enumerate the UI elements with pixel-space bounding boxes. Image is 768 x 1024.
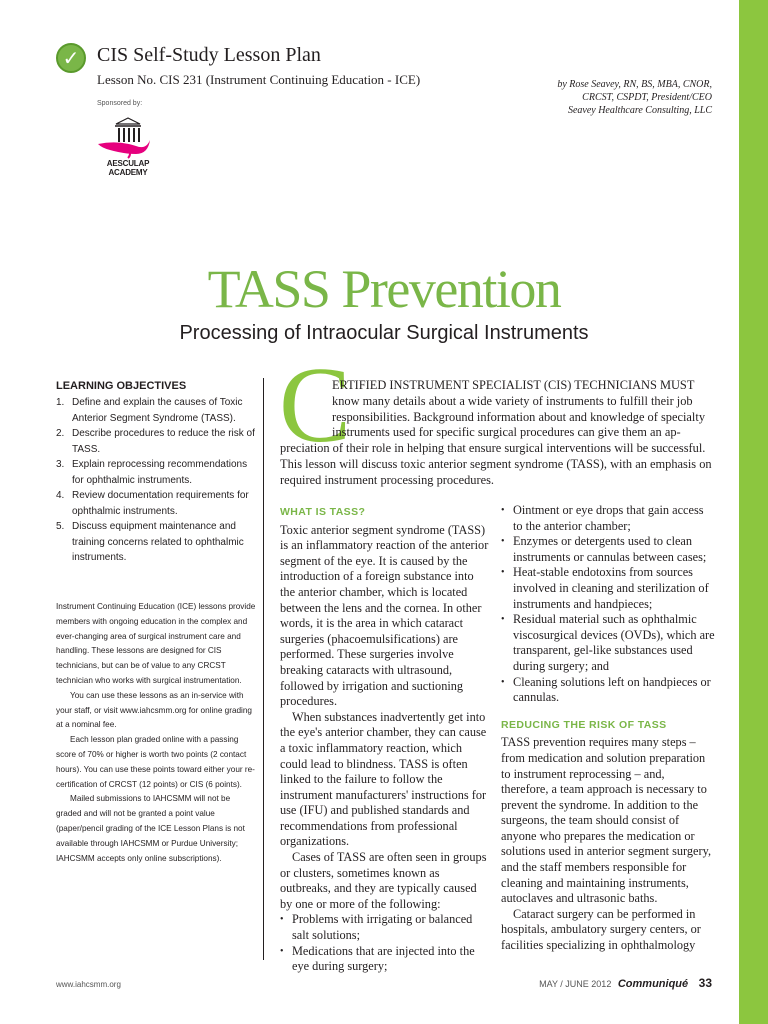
ice-paragraph: Mailed submissions to IAHCSMM will not be graded and will not be granted a point value (paper/pencil grading of the ICE Lesson Plans is not available through IAHCSMM or Purdue University; IAHCSMM accepts only online subscriptions).	[56, 794, 245, 863]
objective-item: 3. Explain reprocessing recommendations for ophthalmic instruments.	[56, 459, 248, 486]
side-accent-bar	[739, 0, 768, 1024]
series-title: CIS Self-Study Lesson Plan	[97, 44, 321, 66]
sponsor-label: Sponsored by:	[97, 100, 143, 107]
ice-paragraph: Instrument Continuing Education (ICE) lessons provide members with ongoing education in the complex and ever-changing area of surgical instrument care and handling. These lessons are designed for CIS technicians, but can be of value to any CRCST technician who works with surgical instrumentation.	[56, 602, 256, 685]
body-paragraph: Cases of TASS are often seen in groups or clusters, sometimes known as outbreaks, and they are typically caused by one or more of the following:	[280, 850, 487, 911]
objective-item: 2. Describe procedures to reduce the risk of TASS.	[56, 428, 255, 455]
body-paragraph: When substances inadvertently get into the eye's anterior chamber, they can cause a toxic inflammatory reaction, which could lead to blindness. TASS is often linked to the failure to follow the instrument manufacturers' instructions for use (IFU) and published standards and recommendations from professional organizations.	[280, 709, 487, 849]
lesson-number: Lesson No. CIS 231 (Instrument Continuing Education - ICE)	[97, 72, 421, 87]
list-item: • Problems with irrigating or balanced salt solutions;	[280, 912, 473, 943]
body-column-middle	[280, 503, 490, 975]
ice-info-box	[56, 600, 256, 866]
drop-cap: C	[279, 346, 352, 465]
objective-item: 4. Review documentation requirements for ophthalmic instruments.	[56, 490, 249, 517]
aesculap-temple-logo-icon	[88, 110, 168, 190]
list-item: • Heat-stable endotoxins from sources involved in cleaning and sterilization of instruments and handpieces;	[501, 565, 709, 611]
list-item: • Residual material such as ophthalmic viscosurgical devices (OVDs), which are transparent, gel-like substances used during surgery; and	[501, 612, 715, 673]
objective-item: 5. Discuss equipment maintenance and training concerns related to ophthalmic instruments.	[56, 521, 244, 563]
list-item: • Medications that are injected into the eye during surgery;	[280, 943, 475, 974]
footer-website: www.iahcsmm.org	[56, 980, 121, 989]
section-heading-what-is-tass: WHAT IS TASS?	[280, 506, 366, 518]
learning-objectives-heading: LEARNING OBJECTIVES	[56, 380, 187, 392]
learning-objectives	[56, 380, 256, 566]
footer-date: MAY / JUNE 2012	[539, 979, 612, 989]
column-divider	[263, 378, 264, 960]
list-item: • Enzymes or detergents used to clean instruments or cannulas between cases;	[501, 534, 707, 564]
page-number: 33	[698, 976, 712, 990]
body-paragraph: Toxic anterior segment syndrome (TASS) is an inflammatory reaction of the anterior segment of the eye. It is caused by the introduction of a foreign substance into the anterior chamber, which is located between the lens and the cornea. In other words, it is the area in which cataract surgeries (phacoemulsifications) are performed. These surgeries involve breaking cataracts with ultrasound, followed by irrigation and suctioning procedures.	[280, 522, 489, 709]
article-subtitle: Processing of Intraocular Surgical Instruments	[179, 322, 589, 344]
list-item: • Ointment or eye drops that gain access to the anterior chamber;	[501, 503, 704, 533]
body-paragraph: Cataract surgery can be performed in hospitals, ambulatory surgery centers, or facilities specializing in ophthalmology	[501, 906, 701, 953]
footer-publication: Communiqué	[617, 978, 689, 990]
footer-issue	[539, 976, 712, 990]
body-column-right	[501, 503, 715, 954]
ice-paragraph: You can use these lessons as an in-service with your staff, or visit www.iahcsmm.org for online grading at a nominal fee.	[56, 690, 252, 730]
list-item: • Cleaning solutions left on handpieces or cannulas.	[501, 674, 711, 705]
ice-paragraph: Each lesson plan graded online with a passing score of 70% or higher is worth two points (2 contact hours). You can use these points toward either your re-certification of CRCST (12 points) or CIS (6 points).	[56, 735, 255, 789]
objective-item: 1. Define and explain the causes of Toxic Anterior Segment Syndrome (TASS).	[56, 397, 243, 424]
checkmark-icon: ✓	[56, 43, 86, 73]
article-title: TASS Prevention	[207, 259, 561, 319]
author-byline: by Rose Seavey, RN, BS, MBA, CNOR, CRCST, CSPDT, President/CEO Seavey Healthcare Consulting, LLC	[557, 79, 712, 116]
intro-paragraph: ERTIFIED INSTRUMENT SPECIALIST (CIS) TECHNICIANS MUST know many details about a wide variety of instruments to fulfill their job responsibilities. Background information about and knowledge of specialty instruments used for specific surgical procedures can give them an ap- preciation of their role in helping that ensure surgical interventions will be successful. This lesson will discuss toxic anterior segment syndrome (TASS), with an emphasis on required instrument processing procedures.	[280, 378, 712, 487]
sponsor-name: AESCULAP ACADEMY	[106, 159, 150, 177]
section-heading-reducing-risk: REDUCING THE RISK OF TASS	[501, 718, 667, 731]
body-paragraph: TASS prevention requires many steps – from medication and solution preparation to instrument reprocessing – and, therefore, a team approach is necessary to prevent the syndrome. In addition to the surgeons, the team should consist of anyone who prepares the medication or solutions used in anterior segment surgery, and the staff members responsible for cleaning and maintaining instruments, autoclaves and ultrasonic baths.	[501, 735, 712, 906]
